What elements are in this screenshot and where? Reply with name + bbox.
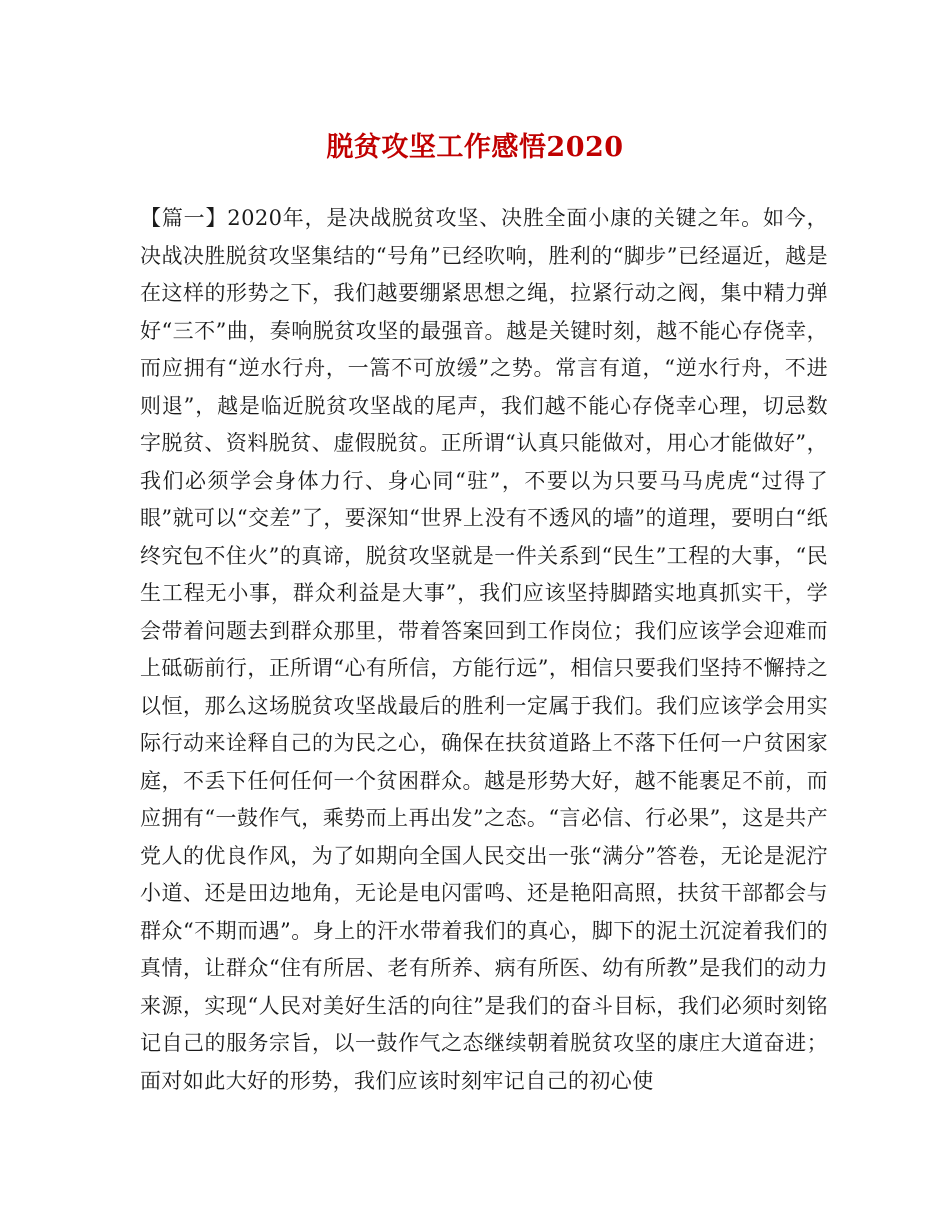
document-title: 脱贫攻坚工作感悟2020 xyxy=(326,132,624,163)
document-body-paragraph: 【篇一】2020年，是决战脱贫攻坚、决胜全面小康的关键之年。如今，决战决胜脱贫攻坚集结的“号角”已经吹响，胜利的“脚步”已经逼近，越是在这样的形势之下，我们越要绷紧思想之绳，拉紧行动之阀，集中精力弹好“三不”曲，奏响脱贫攻坚的最强音。越是关键时刻，越不能心存侥幸，而应拥有“逆水行舟，一篙不可放缓”之势。常言有道，“逆水行舟，不进则退”，越是临近脱贫攻坚战的尾声，我们越不能心存侥幸心理，切忌数字脱贫、资料脱贫、虚假脱贫。正所谓“认真只能做对，用心才能做好”，我们必须学会身体力行、身心同“驻”，不要以为只要马马虎虎“过得了眼”就可以“交差”了，要深知“世界上没有不透风的墙”的道理，要明白“纸终究包不住火”的真谛，脱贫攻坚就是一件关系到“民生”工程的大事，“民生工程无小事，群众利益是大事”，我们应该坚持脚踏实地真抓实干，学会带着问题去到群众那里，带着答案回到工作岗位；我们应该学会迎难而上砥砺前行，正所谓“心有所信，方能行远”，相信只要我们坚持不懈持之以恒，那么这场脱贫攻坚战最后的胜利一定属于我们。我们应该学会用实际行动来诠释自己的为民之心，确保在扶贫道路上不落下任何一户贫困家庭，不丢下任何任何一个贫困群众。越是形势大好，越不能裹足不前，而应拥有“一鼓作气，乘势而上再出发”之态。“言必信、行必果”，这是共产党人的优良作风，为了如期向全国人民交出一张“满分”答卷，无论是泥泞小道、还是田边地角，无论是电闪雷鸣、还是艳阳高照，扶贫干部都会与群众“不期而遇”。身上的汗水带着我们的真心，脚下的泥土沉淀着我们的真情，让群众“住有所居、老有所养、病有所医、幼有所教”是我们的动力来源，实现“人民对美好生活的向往”是我们的奋斗目标，我们必须时刻铭记自己的服务宗旨，以一鼓作气之态继续朝着脱贫攻坚的康庄大道奋进；面对如此大好的形势，我们应该时刻牢记自己的初心使 xyxy=(140,206,828,1093)
